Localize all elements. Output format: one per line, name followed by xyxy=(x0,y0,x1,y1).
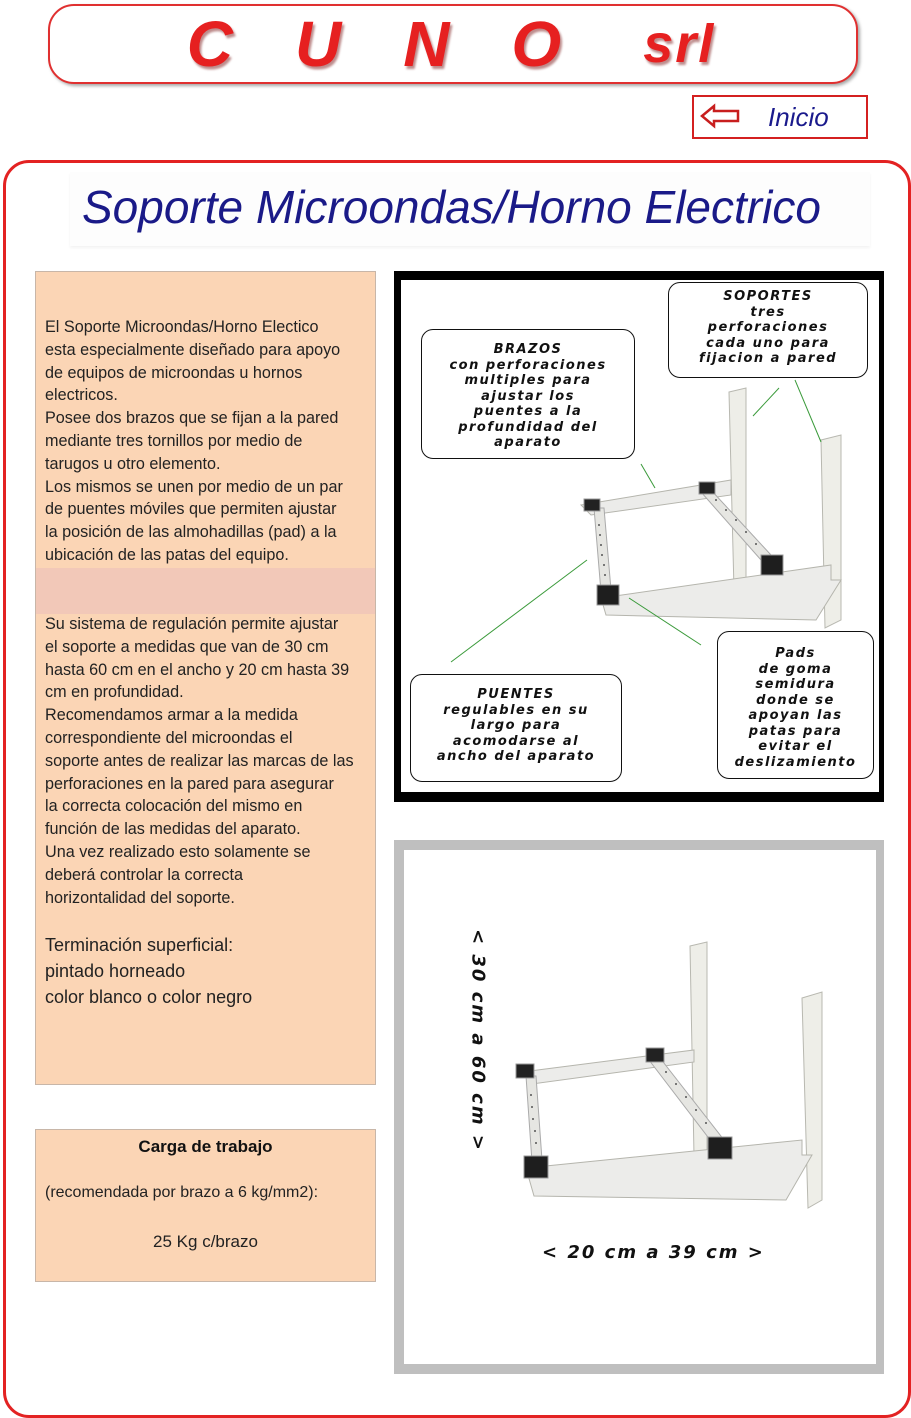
home-button-label: Inicio xyxy=(768,102,829,132)
home-button[interactable] xyxy=(692,95,868,139)
load-subtitle: (recomendada por brazo a 6 kg/mm2): xyxy=(45,1184,319,1201)
arrow-left-icon xyxy=(700,103,740,129)
load-value: 25 Kg c/brazo xyxy=(153,1232,258,1251)
callout-soportes: SOPORTES tres perforaciones cada uno para fijacion a pared xyxy=(668,282,868,378)
dimensions-image xyxy=(404,850,876,1364)
annotated-product-image xyxy=(401,280,879,792)
callout-pads: Pads de goma semidura donde se apoyan las patas para evitar el deslizamiento xyxy=(717,631,874,779)
company-logo-text xyxy=(48,6,854,82)
width-dimension-label: < 30 cm a 60 cm > xyxy=(467,929,489,1152)
page-title: Soporte Microondas/Horno Electrico xyxy=(82,181,821,233)
load-title: Carga de trabajo xyxy=(138,1137,273,1156)
description-divider xyxy=(36,568,375,614)
logo-suffix: srl xyxy=(643,14,716,74)
surface-finish-text: Terminación superficial: pintado horneado color blanco o color negro xyxy=(45,935,253,1007)
logo-name: CUNO xyxy=(186,8,624,80)
callout-puentes: PUENTES regulables en su largo para acomodarse al ancho del aparato xyxy=(410,674,622,782)
callout-brazos: BRAZOS con perforaciones multiples para ajustar los puentes a la profundidad del aparato xyxy=(421,329,635,459)
description-paragraph-1: El Soporte Microondas/Horno Electico esta especialmente diseñado para apoyo de equipos de microondas u hornos electricos. Posee dos brazos que se fijan a la pared mediante tres tornillos por medio de tarugos u otro elemento. Los mismos se unen por medio de un par de puentes móviles que permiten ajustar la posición de las almohadillas (pad) a la ubicación de las patas del equipo. xyxy=(45,318,343,564)
depth-dimension-label: < 20 cm a 39 cm > xyxy=(542,1242,765,1263)
description-paragraph-2: Su sistema de regulación permite ajustar el soporte a medidas que van de 30 cm hasta 60 cm en el ancho y 20 cm hasta 39 cm en profundidad. Recomendamos armar a la medida correspondiente del microondas el soporte antes de realizar las marcas de las perforaciones en la pared para asegurar la correcta colocación del mismo en función de las medidas del aparato. Una vez realizado esto solamente se deberá controlar la correcta horizontalidad del soporte. xyxy=(45,615,354,907)
